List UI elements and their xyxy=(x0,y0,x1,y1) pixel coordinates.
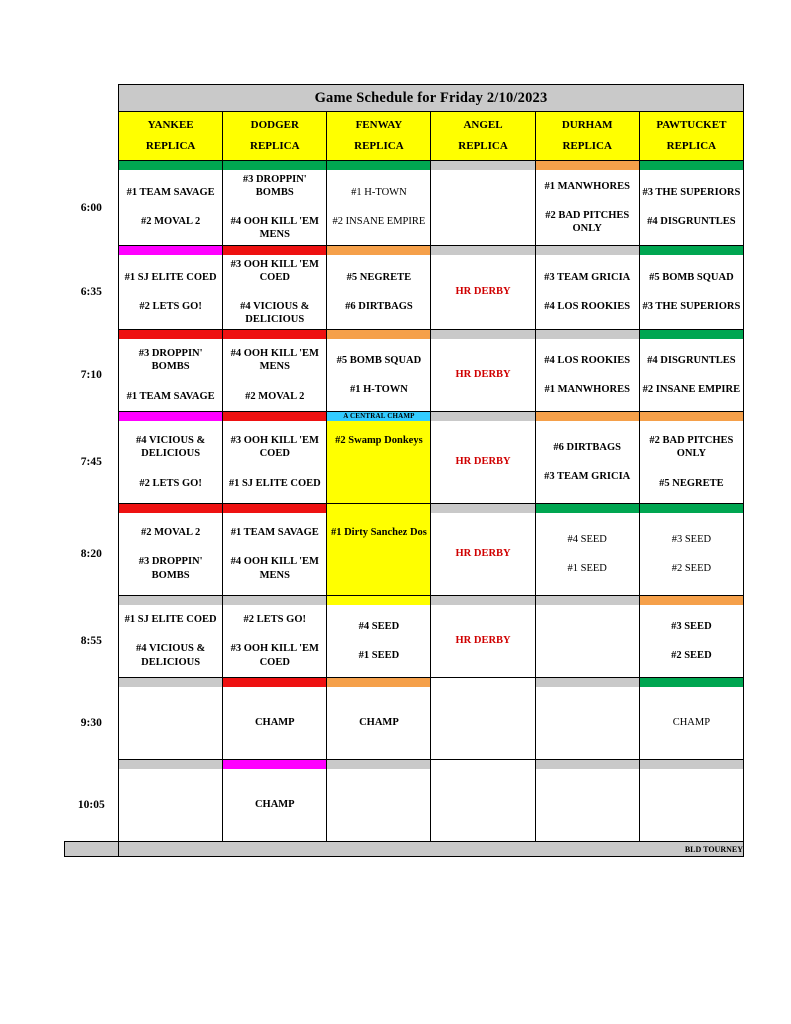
matchup-team: #4 SEED xyxy=(567,533,607,545)
game-cell[interactable] xyxy=(535,605,639,678)
bracket-stripe xyxy=(431,412,535,422)
game-cell[interactable] xyxy=(119,605,223,678)
matchup-team: #2 BAD PITCHES ONLY xyxy=(649,435,734,460)
matchup-team: #2 SEED xyxy=(671,650,712,661)
bracket-stripe xyxy=(327,245,431,255)
bracket-stripe xyxy=(639,412,743,422)
bracket-stripe xyxy=(431,161,535,171)
column-header-pawtucket xyxy=(639,112,743,161)
stripe-label: A CENTRAL CHAMP xyxy=(343,412,415,420)
column-header-sub: REPLICA xyxy=(250,140,300,152)
matchup-team: #3 OOH KILL 'EM COED xyxy=(230,643,319,668)
bracket-stripe xyxy=(327,596,431,606)
matchup-team: #4 VICIOUS & DELICIOUS xyxy=(136,435,206,460)
matchup-team: #4 DISGRUNTLES xyxy=(647,216,736,228)
game-cell[interactable] xyxy=(327,605,431,678)
matchup-team: #3 TEAM GRICIA xyxy=(544,271,631,283)
stripe-time-blank xyxy=(65,245,119,255)
game-cell[interactable] xyxy=(327,421,431,504)
column-header-name: DODGER xyxy=(250,119,299,132)
bracket-stripe xyxy=(119,330,223,340)
matchup-team: #4 SEED xyxy=(358,620,400,632)
bracket-stripe xyxy=(639,596,743,606)
game-cell[interactable] xyxy=(119,421,223,504)
bracket-stripe xyxy=(535,596,639,606)
game-cell[interactable] xyxy=(327,255,431,330)
column-header-durham xyxy=(535,112,639,161)
matchup-team: #3 OOH KILL 'EM COED xyxy=(230,435,319,460)
game-cell[interactable] xyxy=(639,687,743,760)
stripe-time-blank xyxy=(65,760,119,770)
matchup-team: #3 OOH KILL 'EM COED xyxy=(230,258,319,283)
matchup-team: #3 SEED xyxy=(671,533,712,545)
matchup-team: #3 DROPPIN' BOMBS xyxy=(138,348,203,373)
bracket-stripe xyxy=(639,760,743,770)
matchup-team: #5 BOMB SQUAD xyxy=(336,354,422,366)
matchup-team: #2 Swamp Donkeys xyxy=(335,435,423,446)
column-header-sub: REPLICA xyxy=(666,140,717,152)
game-cell[interactable] xyxy=(119,513,223,596)
bracket-stripe xyxy=(639,678,743,688)
bracket-stripe xyxy=(327,161,431,171)
matchup-team: #3 THE SUPERIORS xyxy=(642,187,741,199)
matchup-team: #1 SJ ELITE COED xyxy=(228,477,321,489)
matchup-team: #1 TEAM SAVAGE xyxy=(126,187,215,199)
stripe-row xyxy=(65,760,744,770)
footer-time-blank xyxy=(65,842,119,857)
game-cell[interactable] xyxy=(327,513,431,596)
time-label: 10:05 xyxy=(65,769,119,842)
game-cell[interactable] xyxy=(223,421,327,504)
matchup-team: #5 NEGRETE xyxy=(659,477,724,489)
game-cell[interactable] xyxy=(535,687,639,760)
bracket-stripe xyxy=(327,330,431,340)
matchup-team: #3 DROPPIN' BOMBS xyxy=(242,174,307,199)
matchup-team: #1 SEED xyxy=(358,650,400,661)
matchup-team: #4 LOS ROOKIES xyxy=(544,300,631,312)
time-label: 8:55 xyxy=(65,605,119,678)
bracket-stripe xyxy=(223,760,327,770)
game-cell[interactable] xyxy=(431,421,535,504)
bracket-stripe xyxy=(119,760,223,770)
matchup-team: #3 SEED xyxy=(671,620,712,632)
bracket-stripe xyxy=(535,161,639,171)
column-header-fenway xyxy=(327,112,431,161)
page-title: Game Schedule for Friday 2/10/2023 xyxy=(119,85,744,112)
game-cell[interactable] xyxy=(535,769,639,842)
stripe-time-blank xyxy=(65,161,119,171)
game-cell[interactable] xyxy=(119,170,223,245)
game-cell[interactable] xyxy=(431,605,535,678)
bracket-stripe xyxy=(223,412,327,422)
hr-derby-label: HR DERBY xyxy=(455,369,511,381)
game-cell[interactable] xyxy=(639,255,743,330)
game-cell[interactable] xyxy=(535,421,639,504)
column-header-sub: REPLICA xyxy=(562,140,612,152)
bracket-stripe xyxy=(535,330,639,340)
matchup-team: #1 TEAM SAVAGE xyxy=(230,527,319,539)
matchup-team: #2 BAD PITCHES ONLY xyxy=(545,209,630,234)
matchup-team: #1 SEED xyxy=(567,563,607,574)
game-cell[interactable] xyxy=(639,605,743,678)
column-header-name: YANKEE xyxy=(147,119,194,132)
schedule-row xyxy=(65,769,744,842)
matchup-team: #1 SJ ELITE COED xyxy=(124,614,217,626)
matchup-team: #2 LETS GO! xyxy=(243,614,306,626)
matchup-team: #4 OOH KILL 'EM MENS xyxy=(230,216,319,241)
stripe-time-blank xyxy=(65,330,119,340)
matchup-team: #1 H-TOWN xyxy=(349,384,408,395)
stripe-time-blank xyxy=(65,412,119,422)
time-label: 6:35 xyxy=(65,255,119,330)
game-cell[interactable] xyxy=(223,687,327,760)
hr-derby-label: HR DERBY xyxy=(455,456,511,468)
matchup-team: #1 MANWHORES xyxy=(544,384,630,395)
bracket-stripe xyxy=(639,161,743,171)
bracket-stripe xyxy=(223,596,327,606)
schedule-row xyxy=(65,513,744,596)
column-header-name: PAWTUCKET xyxy=(656,119,727,132)
matchup-team: #5 BOMB SQUAD xyxy=(649,271,734,283)
corner-blank xyxy=(65,85,119,112)
game-cell[interactable] xyxy=(223,605,327,678)
game-cell[interactable] xyxy=(431,170,535,245)
bracket-stripe xyxy=(535,760,639,770)
game-cell[interactable] xyxy=(535,255,639,330)
stripe-row xyxy=(65,678,744,688)
hr-derby-label: HR DERBY xyxy=(455,286,511,298)
bracket-stripe xyxy=(431,245,535,255)
stripe-row xyxy=(65,596,744,606)
matchup-team: #1 SJ ELITE COED xyxy=(124,271,217,283)
game-cell[interactable] xyxy=(639,339,743,412)
schedule-row xyxy=(65,339,744,412)
matchup-team: CHAMP xyxy=(359,717,399,729)
column-header-angel xyxy=(431,112,535,161)
game-cell[interactable] xyxy=(223,170,327,245)
matchup-team: #6 DIRTBAGS xyxy=(345,300,413,312)
bracket-stripe xyxy=(119,678,223,688)
game-cell[interactable] xyxy=(119,769,223,842)
bracket-stripe xyxy=(639,504,743,514)
matchup-team: CHAMP xyxy=(254,799,295,811)
stripe-row xyxy=(65,330,744,340)
game-cell[interactable] xyxy=(223,769,327,842)
stripe-row xyxy=(65,412,744,422)
bracket-stripe xyxy=(431,596,535,606)
bracket-stripe xyxy=(327,412,431,422)
game-cell[interactable] xyxy=(327,339,431,412)
matchup-team: #2 MOVAL 2 xyxy=(140,527,201,539)
bracket-stripe xyxy=(535,678,639,688)
matchup-team: #3 THE SUPERIORS xyxy=(642,300,741,312)
matchup-team: #4 VICIOUS & DELICIOUS xyxy=(240,300,310,325)
matchup-team: #4 OOH KILL 'EM MENS xyxy=(230,348,319,373)
game-cell[interactable] xyxy=(639,769,743,842)
bracket-stripe xyxy=(535,245,639,255)
bracket-stripe xyxy=(223,678,327,688)
column-header-yankee xyxy=(119,112,223,161)
bracket-stripe xyxy=(639,245,743,255)
column-header-name: DURHAM xyxy=(561,119,613,132)
footer-row xyxy=(65,842,744,857)
bracket-stripe xyxy=(119,596,223,606)
bracket-stripe xyxy=(327,678,431,688)
schedule-row xyxy=(65,421,744,504)
matchup-team: #2 MOVAL 2 xyxy=(140,216,201,228)
bracket-stripe xyxy=(431,760,535,770)
matchup-team: #5 NEGRETE xyxy=(346,271,412,283)
matchup-team: #4 VICIOUS & DELICIOUS xyxy=(136,643,206,668)
column-header-dodger xyxy=(223,112,327,161)
stripe-row xyxy=(65,504,744,514)
column-header-name: ANGEL xyxy=(463,119,503,132)
matchup-team: #1 MANWHORES xyxy=(544,180,630,192)
stripe-time-blank xyxy=(65,504,119,514)
matchup-team: #1 H-TOWN xyxy=(351,187,407,199)
game-cell[interactable] xyxy=(431,339,535,412)
stripe-row xyxy=(65,245,744,255)
matchup-team: #2 LETS GO! xyxy=(139,477,202,489)
bracket-stripe xyxy=(119,412,223,422)
game-cell[interactable] xyxy=(431,687,535,760)
game-cell[interactable] xyxy=(327,170,431,245)
bracket-stripe xyxy=(119,504,223,514)
column-header-sub: REPLICA xyxy=(145,140,196,152)
bracket-stripe xyxy=(223,161,327,171)
time-label: 7:45 xyxy=(65,421,119,504)
bracket-stripe xyxy=(223,330,327,340)
schedule-table xyxy=(64,84,744,857)
matchup-team: CHAMP xyxy=(672,717,711,729)
game-cell[interactable] xyxy=(535,339,639,412)
column-header-sub: REPLICA xyxy=(458,140,508,152)
game-cell[interactable] xyxy=(119,687,223,760)
game-cell[interactable] xyxy=(119,339,223,412)
bracket-stripe xyxy=(327,760,431,770)
bracket-stripe xyxy=(431,504,535,514)
game-cell[interactable] xyxy=(223,513,327,596)
game-cell[interactable] xyxy=(327,687,431,760)
time-label: 8:20 xyxy=(65,513,119,596)
bracket-stripe xyxy=(223,245,327,255)
matchup-team: #4 LOS ROOKIES xyxy=(544,354,631,366)
matchup-team: #2 LETS GO! xyxy=(139,300,202,312)
bracket-stripe xyxy=(327,504,431,514)
game-cell[interactable] xyxy=(119,255,223,330)
game-cell[interactable] xyxy=(327,769,431,842)
game-cell[interactable] xyxy=(431,255,535,330)
matchup-team: #2 SEED xyxy=(671,563,712,574)
stripe-row xyxy=(65,161,744,171)
bracket-stripe xyxy=(431,678,535,688)
hr-derby-label: HR DERBY xyxy=(455,635,511,647)
matchup-team: #3 DROPPIN' BOMBS xyxy=(138,556,203,581)
schedule-row xyxy=(65,687,744,760)
time-label: 7:10 xyxy=(65,339,119,412)
game-cell[interactable] xyxy=(639,513,743,596)
hr-derby-label: HR DERBY xyxy=(455,548,511,560)
header-row xyxy=(65,112,744,161)
title-row xyxy=(65,85,744,112)
bracket-stripe xyxy=(535,412,639,422)
game-cell[interactable] xyxy=(223,339,327,412)
bracket-stripe xyxy=(119,161,223,171)
game-cell[interactable] xyxy=(431,769,535,842)
matchup-team: #3 TEAM GRICIA xyxy=(544,471,631,482)
game-cell[interactable] xyxy=(535,170,639,245)
column-header-sub: REPLICA xyxy=(354,140,404,152)
matchup-team: #2 INSANE EMPIRE xyxy=(332,216,426,228)
bracket-stripe xyxy=(639,330,743,340)
schedule-row xyxy=(65,255,744,330)
game-cell[interactable] xyxy=(639,170,743,245)
matchup-team: #2 INSANE EMPIRE xyxy=(642,384,741,395)
bracket-stripe xyxy=(431,330,535,340)
header-time-blank xyxy=(65,112,119,161)
footer-label: BLD TOURNEY xyxy=(119,842,744,857)
matchup-team: #4 OOH KILL 'EM MENS xyxy=(230,556,319,581)
matchup-team: #4 DISGRUNTLES xyxy=(647,354,736,366)
column-header-name: FENWAY xyxy=(355,119,403,132)
matchup-team: #1 Dirty Sanchez Dos xyxy=(330,527,427,538)
game-cell[interactable] xyxy=(639,421,743,504)
matchup-team: #2 MOVAL 2 xyxy=(245,390,305,402)
matchup-team: CHAMP xyxy=(254,717,295,729)
matchup-team: #1 TEAM SAVAGE xyxy=(126,390,215,402)
game-cell[interactable] xyxy=(223,255,327,330)
bracket-stripe xyxy=(535,504,639,514)
time-label: 9:30 xyxy=(65,687,119,760)
bracket-stripe xyxy=(223,504,327,514)
game-cell[interactable] xyxy=(431,513,535,596)
schedule-row xyxy=(65,170,744,245)
game-cell[interactable] xyxy=(535,513,639,596)
bracket-stripe xyxy=(119,245,223,255)
stripe-time-blank xyxy=(65,678,119,688)
matchup-team: #6 DIRTBAGS xyxy=(553,441,621,453)
stripe-time-blank xyxy=(65,596,119,606)
time-label: 6:00 xyxy=(65,170,119,245)
schedule-row xyxy=(65,605,744,678)
